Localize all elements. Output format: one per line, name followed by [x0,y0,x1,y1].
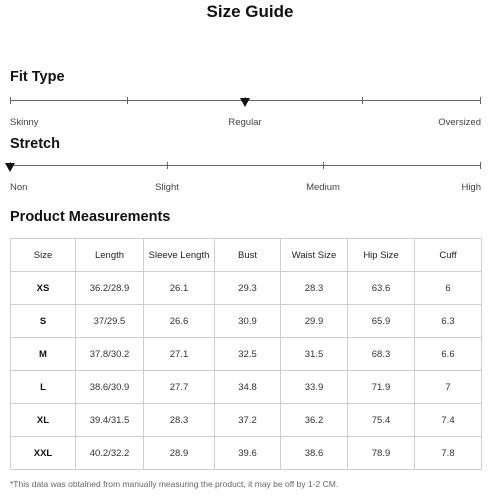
measurements-heading: Product Measurements [10,209,171,225]
table-row [11,371,482,404]
fit-type-label-regular: Regular [228,117,262,128]
waist-size-cell: 36.2 [281,404,348,437]
column-header-length: Length [76,239,144,272]
stretch-scale-line [10,165,481,166]
stretch-label-slight: Slight [155,182,179,193]
size-cell: S [11,305,76,338]
stretch-tick [323,162,324,169]
waist-size-cell: 29.9 [281,305,348,338]
stretch-label-non: Non [10,182,28,193]
sleeve-length-cell: 28.3 [144,404,215,437]
sleeve-length-cell: 26.6 [144,305,215,338]
sleeve-length-cell: 28.9 [144,437,215,470]
stretch-tick [480,162,481,169]
cuff-cell: 6.3 [415,305,482,338]
table-row [11,305,482,338]
table-row [11,338,482,371]
bust-cell: 34.8 [215,371,281,404]
size-cell: XL [11,404,76,437]
stretch-tick [167,162,168,169]
hip-size-cell: 78.9 [348,437,415,470]
cuff-cell: 6 [415,272,482,305]
cuff-cell: 6.6 [415,338,482,371]
stretch-label-high: High [461,182,481,193]
length-cell: 38.6/30.9 [76,371,144,404]
cuff-cell: 7.4 [415,404,482,437]
hip-size-cell: 75.4 [348,404,415,437]
fit-type-heading: Fit Type [10,69,65,85]
stretch-pointer-icon [5,163,15,172]
sleeve-length-cell: 27.1 [144,338,215,371]
sleeve-length-cell: 26.1 [144,272,215,305]
length-cell: 39.4/31.5 [76,404,144,437]
bust-cell: 29.3 [215,272,281,305]
cuff-cell: 7 [415,371,482,404]
column-header-waist-size: Waist Size [281,239,348,272]
length-cell: 36.2/28.9 [76,272,144,305]
bust-cell: 30.9 [215,305,281,338]
column-header-sleeve-length: Sleeve Length [144,239,215,272]
size-cell: M [11,338,76,371]
fit-type-tick [362,97,363,104]
sleeve-length-cell: 27.7 [144,371,215,404]
waist-size-cell: 31.5 [281,338,348,371]
waist-size-cell: 28.3 [281,272,348,305]
column-header-size: Size [11,239,76,272]
fit-type-label-skinny: Skinny [10,117,39,128]
length-cell: 40.2/32.2 [76,437,144,470]
size-cell: L [11,371,76,404]
stretch-label-medium: Medium [306,182,340,193]
column-header-cuff: Cuff [415,239,482,272]
column-header-hip-size: Hip Size [348,239,415,272]
fit-type-label-oversized: Oversized [438,117,481,128]
waist-size-cell: 33.9 [281,371,348,404]
bust-cell: 32.5 [215,338,281,371]
stretch-heading: Stretch [10,136,60,152]
fit-type-tick [10,97,11,104]
hip-size-cell: 71.9 [348,371,415,404]
cuff-cell: 7.8 [415,437,482,470]
table-row [11,404,482,437]
length-cell: 37/29.5 [76,305,144,338]
table-header-row [11,239,482,272]
size-cell: XXL [11,437,76,470]
hip-size-cell: 63.6 [348,272,415,305]
length-cell: 37.8/30.2 [76,338,144,371]
measurement-disclaimer: *This data was obtained from manually measuring the product, it may be off by 1-2 CM. [10,479,339,489]
fit-type-tick [127,97,128,104]
fit-type-pointer-icon [240,98,250,107]
measurements-table [10,238,482,470]
bust-cell: 39.6 [215,437,281,470]
table-row [11,272,482,305]
waist-size-cell: 38.6 [281,437,348,470]
size-cell: XS [11,272,76,305]
column-header-bust: Bust [215,239,281,272]
bust-cell: 37.2 [215,404,281,437]
table-row [11,437,482,470]
hip-size-cell: 65.9 [348,305,415,338]
fit-type-tick [480,97,481,104]
hip-size-cell: 68.3 [348,338,415,371]
page-title: Size Guide [206,2,294,21]
